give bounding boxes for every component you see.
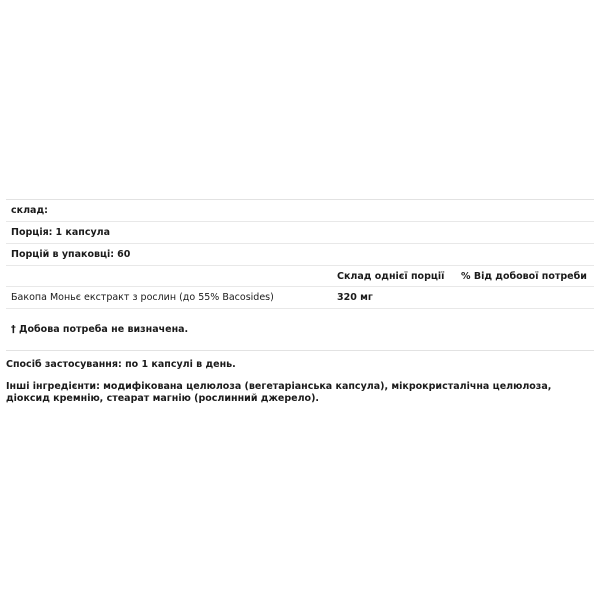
- daily-value-footnote: † Добова потреба не визначена.: [11, 324, 189, 335]
- usage-label: Спосіб застосування:: [6, 359, 126, 370]
- serving-size-row: [6, 222, 594, 244]
- nutrient-amount: 320 мг: [337, 292, 373, 303]
- nutrient-row: [6, 287, 594, 309]
- supplement-facts-table: [6, 199, 594, 351]
- ingredients-label: Інші інгредієнти:: [6, 381, 104, 392]
- servings-per-container-value: 60: [117, 249, 131, 260]
- facts-title-row: [6, 200, 594, 222]
- servings-per-container-label: Порцій в упаковці:: [11, 249, 115, 260]
- facts-title: склад:: [11, 205, 48, 216]
- supplement-facts-panel: [6, 199, 594, 405]
- servings-per-container-row: [6, 244, 594, 266]
- ingredients-text: модифікована целюлоза (вегетаріанська капсула), мікрокристалічна целюлоза, діоксид кремнію, стеарат магнію (рослинний джерело).: [6, 381, 552, 404]
- serving-size-label: Порція:: [11, 227, 53, 238]
- other-ingredients: [6, 381, 594, 405]
- usage-text: по 1 капсулі в день.: [125, 359, 236, 370]
- nutrient-name: Бакопа Моньє екстракт з рослин (до 55% Bacosides): [11, 292, 274, 303]
- facts-header-row: [6, 266, 594, 287]
- footnote-row: [6, 309, 594, 350]
- serving-size-value: 1 капсула: [55, 227, 111, 238]
- header-daily-value: % Від добової потреби: [461, 270, 587, 282]
- header-amount-per-serving: Склад однієї порції: [337, 270, 445, 282]
- usage-instructions: [6, 359, 594, 371]
